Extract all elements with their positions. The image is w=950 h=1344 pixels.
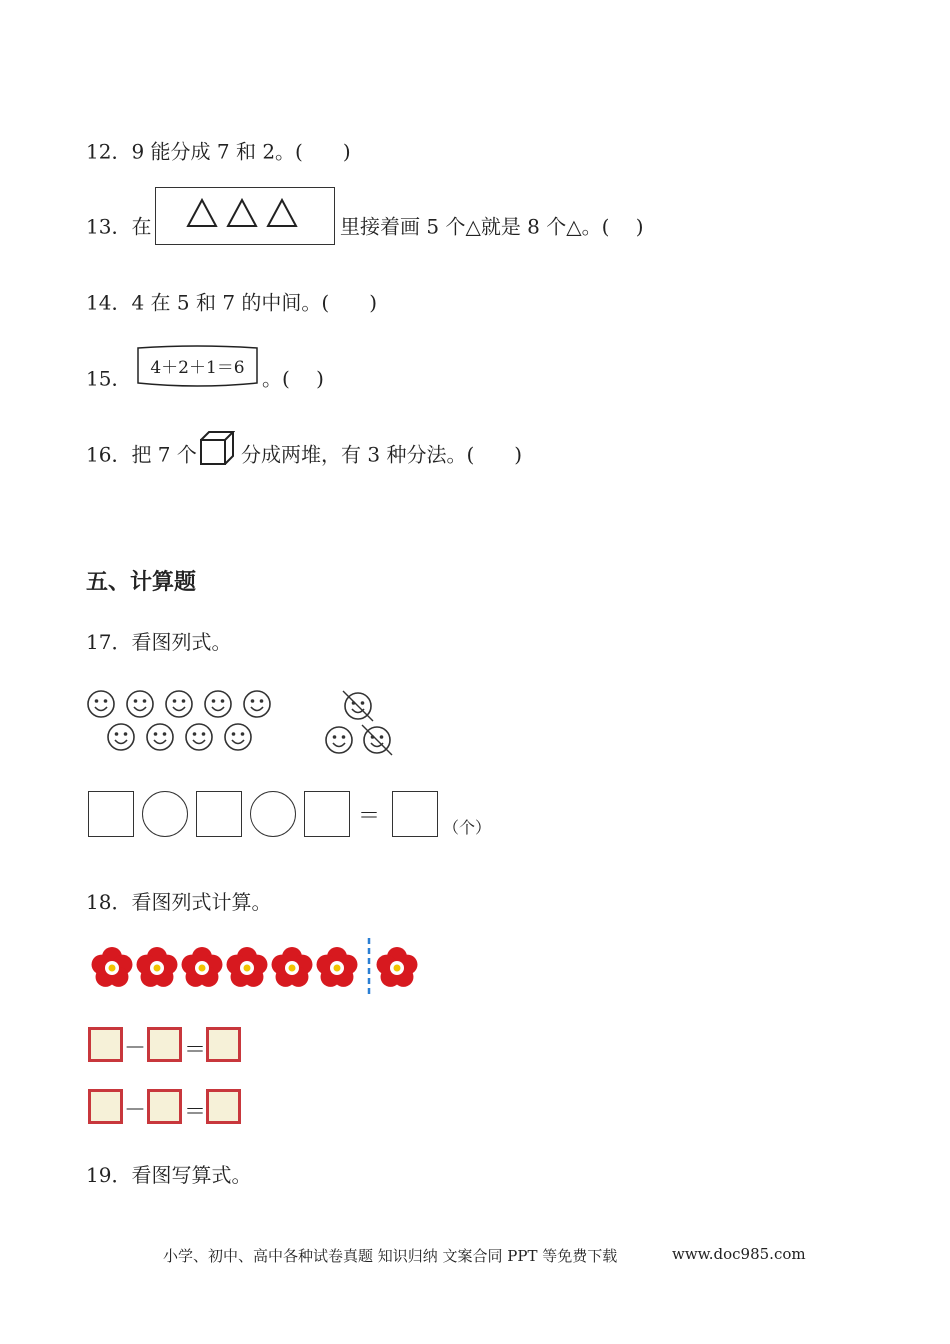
flower-icon [317, 947, 358, 987]
eq2-box-result[interactable] [206, 1089, 241, 1124]
answer-box-2[interactable] [196, 791, 242, 837]
question-18-title: 18．看图列式计算。 [86, 890, 272, 914]
eq1-box-1[interactable] [88, 1027, 123, 1062]
question-15 [86, 363, 131, 393]
eq2-box-1[interactable] [88, 1089, 123, 1124]
question-19-title: 19．看图写算式。 [86, 1163, 252, 1187]
question-15-suffix-wrap [262, 363, 324, 393]
question-13 [86, 211, 151, 241]
smiley-icon [127, 691, 153, 717]
question-16-suffix-wrap [241, 439, 522, 469]
flower-icon [272, 947, 313, 987]
eq1-equals: ＝ [184, 1038, 207, 1063]
question-14 [86, 287, 377, 317]
question-17-title: 17．看图列式。 [86, 630, 232, 654]
eq2-equals: ＝ [184, 1100, 207, 1125]
eq2-box-2[interactable] [147, 1089, 182, 1124]
operator-circle-2[interactable] [250, 791, 296, 837]
crossed-smiley-icon [343, 691, 373, 721]
flower-icon [137, 947, 178, 987]
unit-label: （个） [443, 818, 492, 837]
triangle-icon [188, 200, 216, 226]
operator-circle-1[interactable] [142, 791, 188, 837]
triangle-box [155, 187, 335, 245]
smiley-icon [147, 724, 173, 750]
flower-icon [92, 947, 133, 987]
eq1-box-result[interactable] [206, 1027, 241, 1062]
question-13-prefix: 13．在 [86, 214, 152, 239]
answer-box-result[interactable] [392, 791, 438, 837]
question-16-suffix: 分成两堆，有 3 种分法。( ) [241, 442, 523, 467]
smiley-icon [205, 691, 231, 717]
answer-box-1[interactable] [88, 791, 134, 837]
smiley-icon [88, 691, 114, 717]
question-13-suffix-wrap [340, 211, 644, 241]
smiley-icon [186, 724, 212, 750]
footer-text: 小学、初中、高中各种试卷真题 知识归纳 文案合同 PPT 等免费下载 [163, 1247, 618, 1265]
flower-row [86, 936, 426, 1000]
triangle-icon [268, 200, 296, 226]
flower-icon [182, 947, 223, 987]
expression-text: 4＋2＋1＝6 [150, 358, 245, 378]
crossed-smiley-icon [362, 725, 392, 755]
cube-icon [199, 430, 235, 466]
smiley-icon [326, 727, 352, 753]
question-16 [86, 439, 197, 469]
flower-icon [377, 947, 418, 987]
question-15-prefix: 15． [86, 366, 132, 391]
smiley-icon [225, 724, 251, 750]
expression-card [137, 345, 258, 387]
equals-sign: ＝ [358, 804, 381, 829]
smiley-icon [244, 691, 270, 717]
eq1-minus: － [124, 1036, 147, 1061]
answer-box-3[interactable] [304, 791, 350, 837]
question-12-text: 12．9 能分成 7 和 2。( ) [86, 139, 351, 164]
eq1-box-2[interactable] [147, 1027, 182, 1062]
question-15-suffix: 。( ) [262, 366, 324, 391]
question-12 [86, 136, 351, 166]
question-14-text: 14．4 在 5 和 7 的中间。( ) [86, 290, 378, 315]
footer-site[interactable]: www.doc985.com [672, 1245, 806, 1263]
question-16-prefix: 16．把 7 个 [86, 442, 197, 467]
question-13-suffix: 里接着画 5 个△就是 8 个△。( ) [340, 214, 644, 239]
triangles-icon [156, 188, 334, 244]
triangle-icon [228, 200, 256, 226]
eq2-minus: － [124, 1098, 147, 1123]
smiley-icon [166, 691, 192, 717]
flower-icon [227, 947, 268, 987]
section-heading: 五、计算题 [86, 570, 197, 595]
smiley-icon [108, 724, 134, 750]
